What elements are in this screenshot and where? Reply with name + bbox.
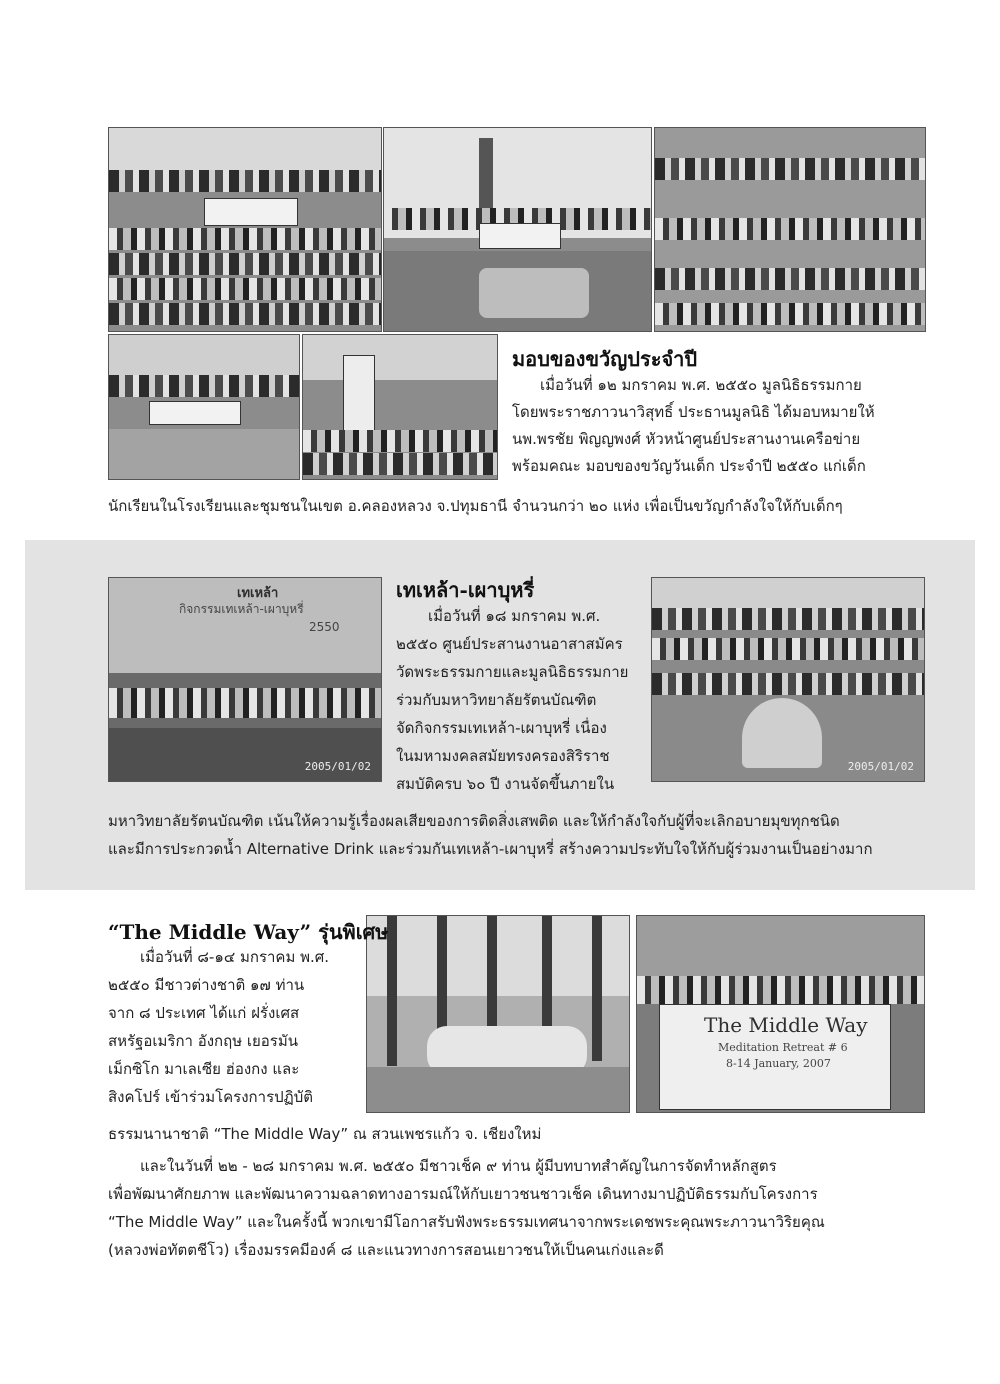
section1-line: นพ.พรชัย พิญญพงศ์ หัวหน้าศูนย์ประสานงานเครือข่าย <box>512 430 861 448</box>
photo-meditation-forest <box>366 915 630 1113</box>
photo-pouring-drinks <box>651 577 925 782</box>
section3-line: สิงคโปร์ เข้าร่วมโครงการปฏิบัติ <box>108 1088 313 1106</box>
section3-line: ธรรมนานาชาติ “The Middle Way” ณ สวนเพชรแก้ว จ. เชียงใหม่ <box>108 1125 542 1143</box>
section3-line: เมื่อวันที่ ๘-๑๔ มกราคม พ.ศ. <box>140 948 330 966</box>
section2-line: วัดพระธรรมกายและมูลนิธิธรรมกาย <box>396 663 629 681</box>
photo-children-gifts <box>302 334 498 480</box>
section2-line: มหาวิทยาลัยรัตนบัณฑิต เน้นให้ความรู้เรื่องผลเสียของการติดสิ่งเสพติด และให้กำลังใจกับผู้ที่จะเลิกอบายมุขทุกชนิด <box>108 812 840 830</box>
section2-heading: เทเหล้า-เผาบุหรี่ <box>396 578 535 602</box>
section3-line: เม็กซิโก มาเลเซีย ฮ่องกง และ <box>108 1060 300 1078</box>
section2-line: จัดกิจกรรมเทเหล้า-เผาบุหรี่ เนื่อง <box>396 719 607 737</box>
section3-line: “The Middle Way” และในครั้งนี้ พวกเขามีโอกาสรับฟังพระธรรมเทศนาจากพระเดชพระคุณพระภาวนาวิริยคุณ <box>108 1213 825 1231</box>
photo-handing-gifts <box>654 127 926 332</box>
photo-school-banner <box>108 334 300 480</box>
section1-line: พร้อมคณะ มอบของขวัญวันเด็ก ประจำปี ๒๕๕๐ แก่เด็ก <box>512 457 866 475</box>
banner-subtitle: Meditation Retreat # 6 <box>718 1041 848 1054</box>
banner-dates: 8-14 January, 2007 <box>726 1057 831 1070</box>
section2-line: สมบัติครบ ๖๐ ปี งานจัดขึ้นภายใน <box>396 775 615 793</box>
section2-line: เมื่อวันที่ ๑๘ มกราคม พ.ศ. <box>428 607 601 625</box>
photo-timestamp: 2005/01/02 <box>847 760 914 773</box>
section2-line: ในมหามงคลสมัยทรงครองสิริราช <box>396 747 610 765</box>
section3-line: (หลวงพ่อทัตตชีโว) เรื่องมรรคมีองค์ ๘ และแนวทางการสอนเยาวชนให้เป็นคนเก่งและดี <box>108 1241 664 1259</box>
section3-line: สหรัฐอเมริกา อังกฤษ เยอรมัน <box>108 1032 299 1050</box>
section3-line: และในวันที่ ๒๒ - ๒๘ มกราคม พ.ศ. ๒๕๕๐ มีชาวเช็ค ๙ ท่าน ผู้มีบทบาทสำคัญในการจัดทำหลักสูตร <box>140 1157 777 1175</box>
photo-timestamp: 2005/01/02 <box>304 760 371 773</box>
section3-line: จาก ๘ ประเทศ ได้แก่ ฝรั่งเศส <box>108 1004 300 1022</box>
section2-line: ๒๕๕๐ ศูนย์ประสานงานอาสาสมัคร <box>396 635 623 653</box>
photo-stage-poster <box>108 577 382 782</box>
photo-donation-gifts <box>383 127 652 332</box>
poster-date: 2550 <box>309 620 340 634</box>
photo-students-group <box>108 127 382 332</box>
section3-line: ๒๕๕๐ มีชาวต่างชาติ ๑๗ ท่าน <box>108 976 305 994</box>
section1-line: นักเรียนในโรงเรียนและชุมชนในเขต อ.คลองหลวง จ.ปทุมธานี จำนวนกว่า ๒๐ แห่ง เพื่อเป็นขวัญกำลังใจให้กับเด็กๆ <box>108 497 843 515</box>
section2-line: และมีการประกวดน้ำ Alternative Drink และร่วมกันเทเหล้า-เผาบุหรี่ สร้างความประทับใจให้กับผู้ร่วมงานเป็นอย่างมาก <box>108 840 873 858</box>
section3-heading: “The Middle Way” รุ่นพิเศษ <box>108 920 389 944</box>
section1-line: โดยพระราชภาวนาวิสุทธิ์ ประธานมูลนิธิ ได้มอบหมายให้ <box>512 403 875 421</box>
section3-line: เพื่อพัฒนาศักยภาพ และพัฒนาความฉลาดทางอารมณ์ให้กับเยาวชนชาวเช็ค เดินทางมาปฏิบัติธรรมกับโครงการ <box>108 1185 818 1203</box>
section1-line: เมื่อวันที่ ๑๒ มกราคม พ.ศ. ๒๕๕๐ มูลนิธิธรรมกาย <box>540 376 862 394</box>
section1-heading: มอบของขวัญประจำปี <box>512 347 698 371</box>
photo-retreat-banner <box>636 915 925 1113</box>
poster-line: กิจกรรมเทเหล้า-เผาบุหรี่ <box>179 602 304 616</box>
poster-title: เทเหล้า <box>237 586 279 601</box>
banner-title: The Middle Way <box>704 1013 868 1037</box>
section2-line: ร่วมกับมหาวิทยาลัยรัตนบัณฑิต <box>396 691 597 709</box>
